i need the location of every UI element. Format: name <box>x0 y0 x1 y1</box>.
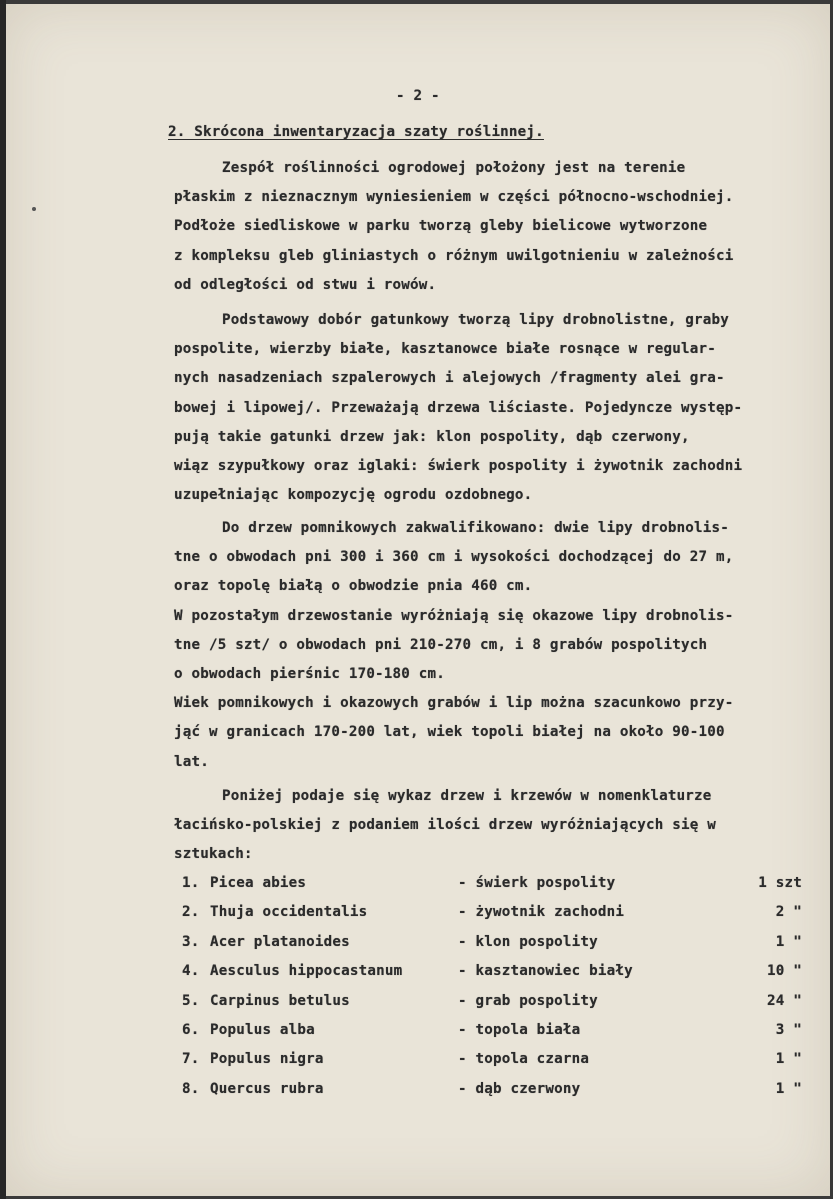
table-row <box>182 957 802 986</box>
latin-name: Populus alba <box>210 1021 315 1038</box>
tree-count: 24 " <box>767 992 802 1009</box>
polish-name: - topola biała <box>458 1021 581 1038</box>
polish-name: - żywotnik zachodni <box>458 904 625 921</box>
polish-name: - grab pospolity <box>458 992 598 1009</box>
latin-name: Aesculus hippocastanum <box>210 963 403 980</box>
paragraph-line: wiąz szypułkowy oraz iglaki: świerk pospolity i żywotnik zachodni <box>174 457 743 474</box>
latin-name: Acer platanoides <box>210 933 350 950</box>
polish-name: - dąb czerwony <box>458 1080 581 1097</box>
paragraph-line: tne o obwodach pni 300 i 360 cm i wysokości dochodzącej do 27 m, <box>174 549 734 566</box>
tree-count: 10 " <box>767 963 802 980</box>
table-row <box>182 928 802 957</box>
latin-name: Quercus rubra <box>210 1080 324 1097</box>
paragraph-line: łacińsko-polskiej z podaniem ilości drzew wyróżniających się w <box>174 817 716 834</box>
paragraph-line: płaskim z nieznacznym wyniesieniem w części północno-wschodniej. <box>174 189 734 206</box>
section-heading: 2. Skrócona inwentaryzacja szaty roślinnej. <box>168 124 544 140</box>
table-row <box>182 1075 802 1104</box>
table-row <box>182 1016 802 1045</box>
paragraph-line: oraz topolę białą o obwodzie pnia 460 cm. <box>174 578 533 595</box>
paragraph-line: bowej i lipowej/. Przeważają drzewa liściaste. Pojedyncze występ- <box>174 399 743 416</box>
paragraph-line: Zespół roślinności ogrodowej położony jest na terenie <box>222 160 686 176</box>
paragraph-line: Podstawowy dobór gatunkowy tworzą lipy drobnolistne, graby <box>222 312 730 328</box>
paragraph-line: Poniżej podaje się wykaz drzew i krzewów w nomenklaturze <box>222 788 712 804</box>
tree-count: 2 " <box>775 904 802 921</box>
paragraph-line: Wiek pomnikowych i okazowych grabów i lip można szacunkowo przy- <box>174 695 734 712</box>
row-number: 4. <box>182 963 200 980</box>
paragraph-line: Podłoże siedliskowe w parku tworzą gleby bielicowe wytworzone <box>174 218 708 235</box>
paragraph-line: tne /5 szt/ o obwodach pni 210-270 cm, i 8 grabów pospolitych <box>174 636 708 653</box>
tree-count: 3 " <box>775 1021 802 1038</box>
paragraph-line: sztukach: <box>174 846 253 863</box>
row-number: 8. <box>182 1080 200 1097</box>
polish-name: - świerk pospolity <box>458 875 616 891</box>
tree-count: 1 " <box>775 1080 802 1097</box>
table-row <box>182 898 802 927</box>
paragraph-line: jąć w granicach 170-200 lat, wiek topoli białej na około 90-100 <box>174 724 725 741</box>
latin-name: Carpinus betulus <box>210 992 350 1009</box>
paragraph-species-composition <box>174 306 814 510</box>
paragraph-line: uzupełniając kompozycję ogrodu ozdobnego. <box>174 487 533 504</box>
table-row <box>182 869 802 898</box>
polish-name: - klon pospolity <box>458 933 598 950</box>
tree-count: 1 " <box>775 1051 802 1068</box>
paragraph-site-description <box>174 154 814 300</box>
paragraph-monument-trees <box>174 514 814 777</box>
row-number: 3. <box>182 933 200 950</box>
paragraph-line: lat. <box>174 753 209 770</box>
scan-speck <box>32 207 36 211</box>
paragraph-line: o obwodach pierśnic 170-180 cm. <box>174 665 445 682</box>
paragraph-line: z kompleksu gleb gliniastych o różnym uwilgotnieniu w zależności <box>174 247 734 264</box>
paragraph-line: pują takie gatunki drzew jak: klon pospolity, dąb czerwony, <box>174 428 690 445</box>
tree-count: 1 " <box>775 933 802 950</box>
paragraph-line: W pozostałym drzewostanie wyróżniają się okazowe lipy drobnolis- <box>174 607 734 624</box>
row-number: 7. <box>182 1051 200 1068</box>
row-number: 5. <box>182 992 200 1009</box>
paragraph-line: pospolite, wierzby białe, kasztanowce białe rosnące w regular- <box>174 341 716 358</box>
species-table <box>182 869 802 1104</box>
latin-name: Populus nigra <box>210 1051 324 1068</box>
tree-count: 1 szt <box>758 875 802 891</box>
row-number: 2. <box>182 904 200 921</box>
latin-name: Thuja occidentalis <box>210 904 368 921</box>
latin-name: Picea abies <box>210 875 307 891</box>
page-number: - 2 - <box>396 88 440 104</box>
paragraph-line: Do drzew pomnikowych zakwalifikowano: dwie lipy drobnolis- <box>222 520 730 536</box>
paragraph-line: od odległości od stwu i rowów. <box>174 276 437 293</box>
document-page <box>6 4 830 1196</box>
row-number: 1. <box>182 875 200 891</box>
table-row <box>182 1045 802 1074</box>
paragraph-list-intro <box>174 782 814 870</box>
polish-name: - topola czarna <box>458 1051 590 1068</box>
table-row <box>182 987 802 1016</box>
polish-name: - kasztanowiec biały <box>458 963 633 980</box>
row-number: 6. <box>182 1021 200 1038</box>
paragraph-line: nych nasadzeniach szpalerowych i alejowych /fragmenty alei gra- <box>174 370 725 387</box>
